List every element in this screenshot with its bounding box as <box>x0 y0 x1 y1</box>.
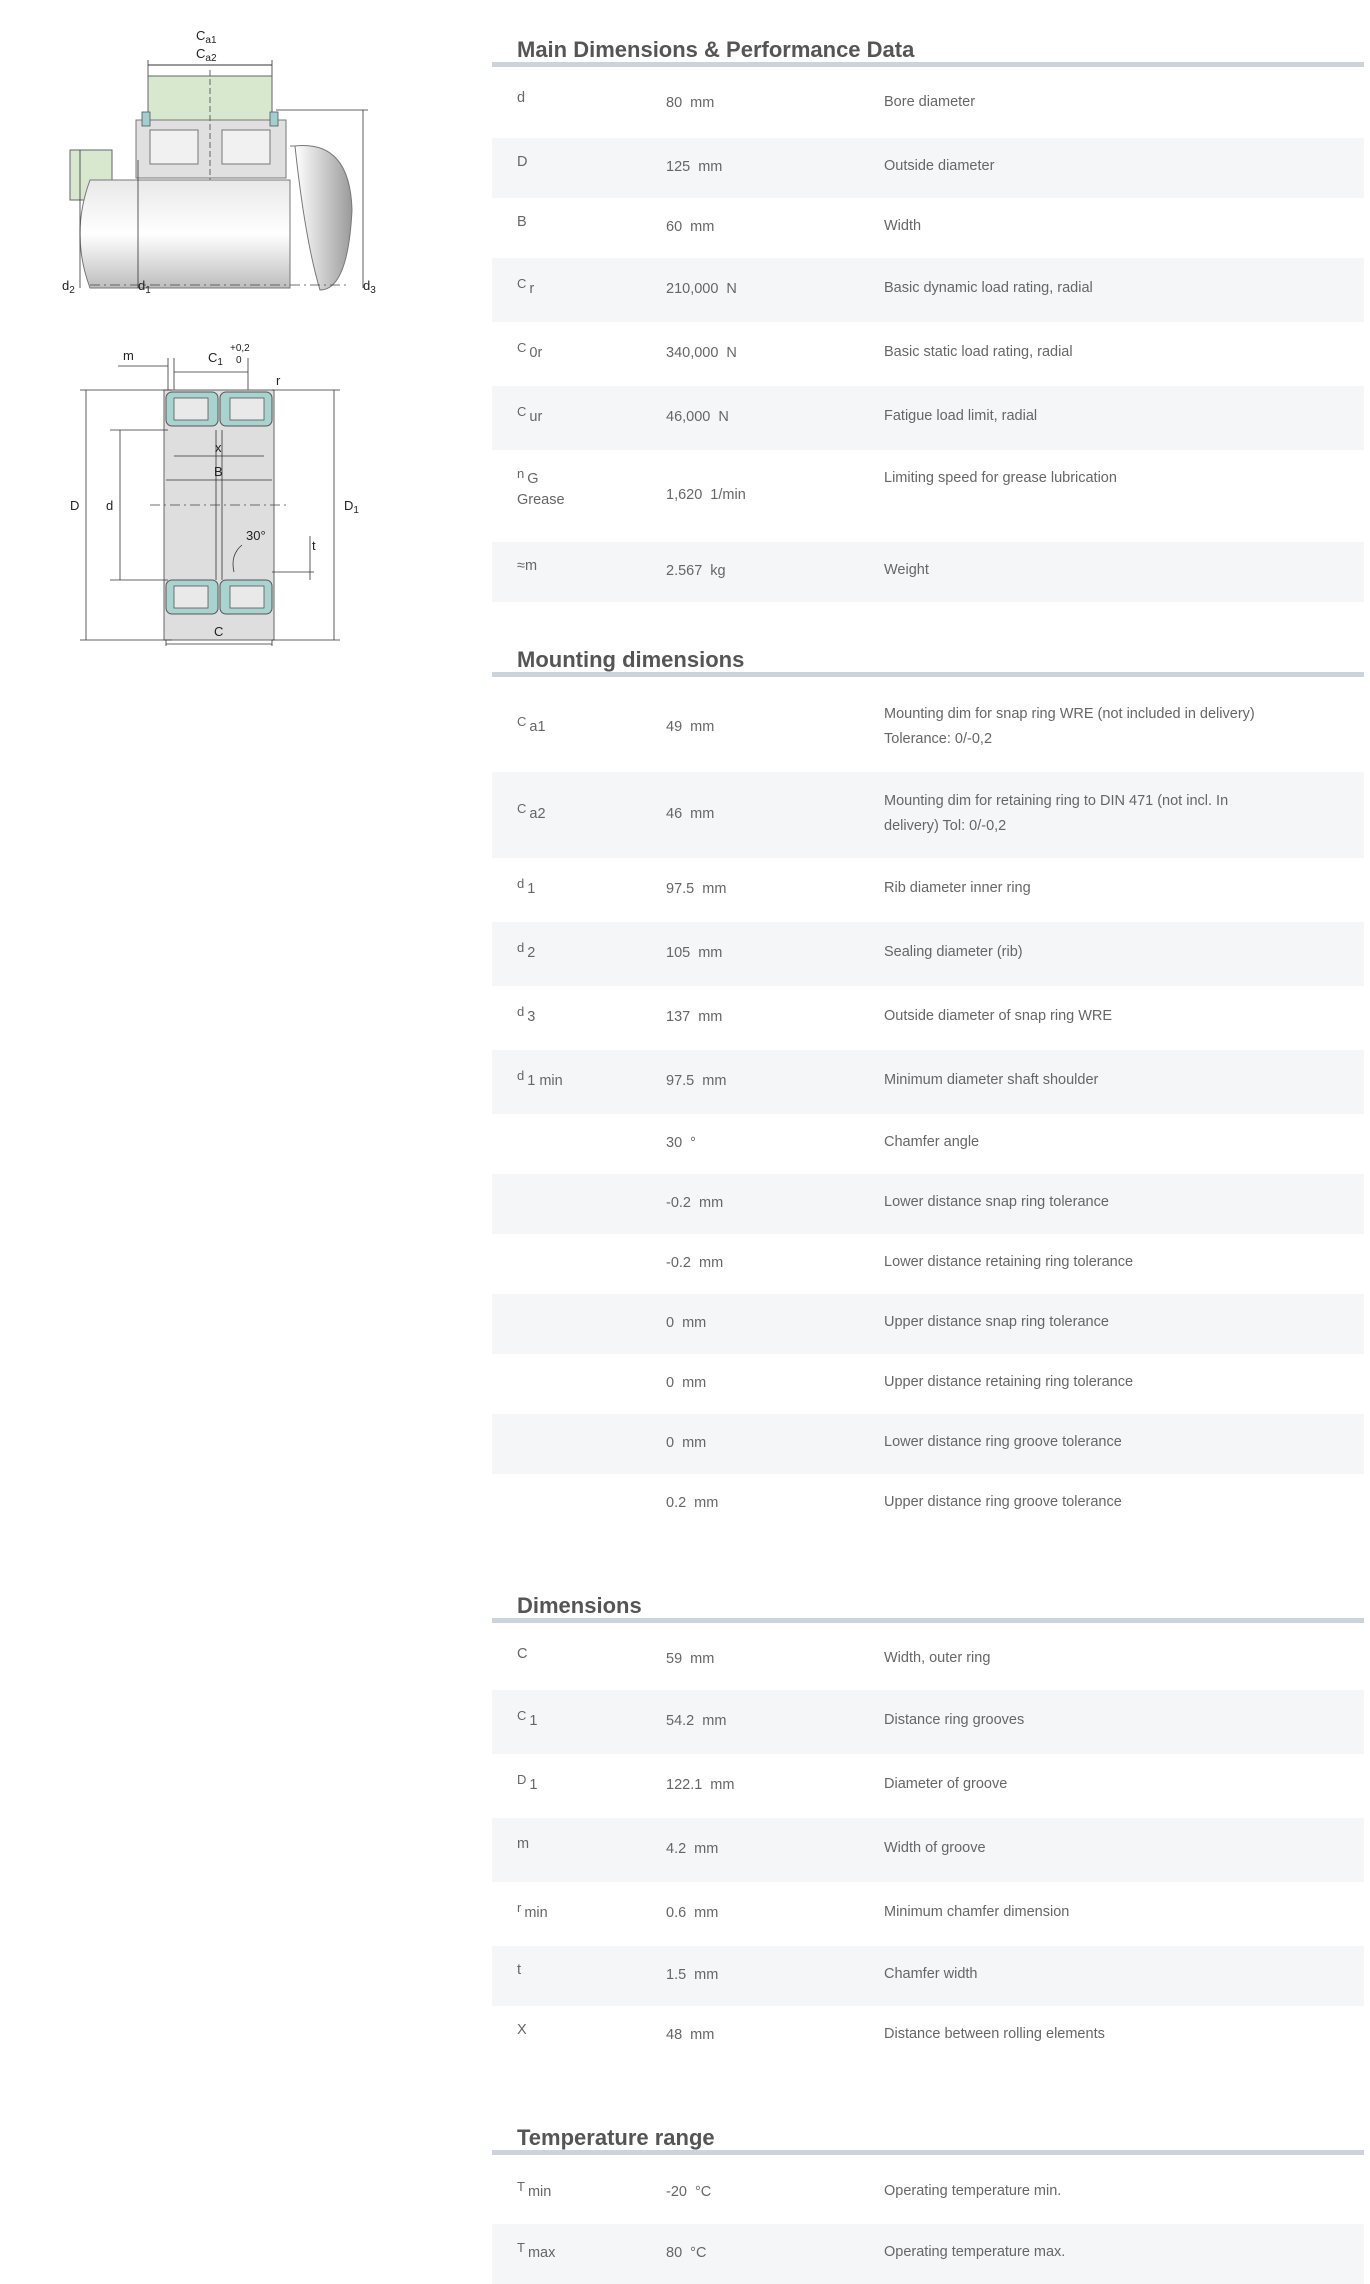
value-unit: N <box>726 345 737 361</box>
description-line: Operating temperature min. <box>884 2183 1062 2199</box>
description-line: Outside diameter of snap ring WRE <box>884 1008 1113 1024</box>
description-line: Lower distance ring groove tolerance <box>884 1434 1122 1450</box>
description-line: Basic static load rating, radial <box>884 344 1073 360</box>
value-number: 59 <box>666 1651 683 1667</box>
description-cell <box>884 1190 1314 1215</box>
description-line: Rib diameter inner ring <box>884 880 1031 896</box>
description-cell <box>884 1068 1314 1093</box>
table-row <box>492 1114 1364 1174</box>
description-cell <box>884 404 1314 429</box>
description-cell <box>884 2179 1314 2204</box>
symbol-text: C <box>517 404 527 419</box>
description-line: Distance between rolling elements <box>884 2026 1105 2042</box>
description-line: Mounting dim for snap ring WRE (not included in delivery) <box>884 706 1255 722</box>
description-line: Lower distance retaining ring tolerance <box>884 1254 1134 1270</box>
description-line: Upper distance retaining ring tolerance <box>884 1374 1134 1390</box>
description-line: Width, outer ring <box>884 1650 991 1666</box>
description-cell <box>884 2022 1314 2047</box>
cross-section-drawing <box>50 340 390 650</box>
value-cell <box>666 719 714 735</box>
value-cell <box>666 1073 726 1089</box>
symbol-cell <box>517 276 535 297</box>
symbol-cell <box>517 2240 556 2261</box>
symbol-text: C <box>517 276 527 291</box>
symbol-cell <box>517 876 536 897</box>
description-cell <box>884 702 1314 752</box>
description-cell <box>884 154 1314 179</box>
table-row <box>492 922 1364 986</box>
description-line: Distance ring grooves <box>884 1712 1025 1728</box>
table-row <box>492 858 1364 922</box>
symbol-text: C <box>517 801 527 816</box>
label-ca1: $C_{a1}$ <box>196 28 217 46</box>
value-unit: mm <box>690 219 715 235</box>
description-cell <box>884 340 1314 365</box>
value-cell <box>666 1967 718 1983</box>
value-unit: ° <box>690 1135 696 1151</box>
value-unit: mm <box>690 719 715 735</box>
description-cell <box>884 214 1314 239</box>
symbol-subscript: 1 <box>529 1777 538 1793</box>
value-cell <box>666 281 737 297</box>
value-cell <box>666 881 726 897</box>
description-line: Upper distance snap ring tolerance <box>884 1314 1109 1330</box>
value-cell <box>666 563 726 579</box>
symbol-subscript: G <box>527 471 539 487</box>
table-row <box>492 2224 1364 2284</box>
value-cell <box>666 945 722 961</box>
symbol-cell <box>517 2022 527 2038</box>
description-cell <box>884 90 1314 115</box>
table-row <box>492 74 1364 134</box>
value-cell <box>666 1841 718 1857</box>
value-number: 97.5 <box>666 881 695 897</box>
table-row <box>492 450 1364 542</box>
description-line: Minimum chamfer dimension <box>884 1904 1070 1920</box>
value-unit: mm <box>682 1375 707 1391</box>
table-row <box>492 322 1364 386</box>
description-cell <box>884 1130 1314 1155</box>
value-number: -0.2 <box>666 1255 691 1271</box>
description-cell <box>884 1430 1314 1455</box>
value-cell <box>666 95 714 111</box>
symbol-subscript: 1 <box>527 881 536 897</box>
table-row <box>492 1294 1364 1354</box>
description-line: Sealing diameter (rib) <box>884 944 1023 960</box>
description-cell <box>884 1310 1314 1335</box>
table-row <box>492 1050 1364 1114</box>
symbol-cell <box>517 1900 548 1921</box>
value-number: 54.2 <box>666 1713 695 1729</box>
description-line: Weight <box>884 562 929 578</box>
label-b: B <box>214 464 223 479</box>
value-unit: mm <box>682 1435 707 1451</box>
symbol-cell <box>517 558 537 574</box>
table-row <box>492 1818 1364 1882</box>
label-t: t <box>312 538 316 553</box>
section-3 <box>492 2120 1364 2155</box>
section-title: Mounting dimensions <box>492 642 1364 677</box>
value-number: 340,000 <box>666 345 719 361</box>
value-cell <box>666 1195 723 1211</box>
value-unit: mm <box>698 1009 723 1025</box>
symbol-cell <box>517 2179 552 2200</box>
symbol-text: n <box>517 466 525 481</box>
description-cell <box>884 558 1314 583</box>
symbol-cell <box>517 1708 538 1729</box>
value-unit: mm <box>694 1495 719 1511</box>
value-number: 80 <box>666 2245 683 2261</box>
label-d1: $d_1$ <box>138 278 151 296</box>
description-line: Width of groove <box>884 1840 986 1856</box>
value-number: 46,000 <box>666 409 711 425</box>
value-unit: kg <box>710 563 726 579</box>
value-cell <box>666 2184 711 2200</box>
symbol-text: ≈m <box>517 558 538 574</box>
value-number: 0 <box>666 1375 675 1391</box>
table-row <box>492 684 1364 772</box>
symbol-text: T <box>517 2240 525 2255</box>
symbol-subscript: a2 <box>529 806 546 822</box>
value-number: 210,000 <box>666 281 719 297</box>
value-unit: mm <box>699 1255 724 1271</box>
value-unit: mm <box>694 1967 719 1983</box>
label-tol-upper: +0,2 <box>230 343 250 354</box>
symbol-subscript: ur <box>529 409 543 425</box>
symbol-subscript: 3 <box>527 1009 536 1025</box>
symbol-text: C <box>517 340 527 355</box>
table-row <box>492 542 1364 602</box>
value-number: 49 <box>666 719 683 735</box>
value-number: 1,620 <box>666 487 703 503</box>
symbol-cell <box>517 1962 521 1978</box>
value-cell <box>666 1375 706 1391</box>
value-number: 0.6 <box>666 1905 687 1921</box>
symbol-cell <box>517 1068 563 1089</box>
value-number: 137 <box>666 1009 691 1025</box>
label-D: D <box>70 498 80 513</box>
label-c1: $C_1$ <box>208 350 223 368</box>
value-number: 0 <box>666 1315 675 1331</box>
symbol-text: t <box>517 1962 522 1978</box>
description-cell <box>884 1900 1314 1925</box>
symbol-cell <box>517 340 543 361</box>
value-number: 125 <box>666 159 691 175</box>
value-cell <box>666 1255 723 1271</box>
label-D1: $D_1$ <box>344 498 359 516</box>
symbol-subscript: min <box>527 2184 552 2200</box>
value-cell <box>666 806 714 822</box>
symbol-cell <box>517 90 525 106</box>
description-cell <box>884 1004 1314 1029</box>
section-2 <box>492 1588 1364 1623</box>
description-cell <box>884 1836 1314 1861</box>
value-cell <box>666 1435 706 1451</box>
description-line: Chamfer width <box>884 1966 978 1982</box>
value-cell <box>666 345 737 361</box>
description-line: Diameter of groove <box>884 1776 1008 1792</box>
value-cell <box>666 159 722 175</box>
description-cell <box>884 1962 1314 1987</box>
symbol-text: m <box>517 1836 530 1852</box>
value-unit: mm <box>698 159 723 175</box>
table-row <box>492 1630 1364 1690</box>
table-row <box>492 1946 1364 2006</box>
value-unit: N <box>726 281 737 297</box>
label-d: d <box>106 498 114 513</box>
description-cell <box>884 876 1314 901</box>
value-number: 1.5 <box>666 1967 687 1983</box>
table-row <box>492 2162 1364 2224</box>
value-cell <box>666 1713 726 1729</box>
value-number: 97.5 <box>666 1073 695 1089</box>
table-row <box>492 1474 1364 1534</box>
section-title: Temperature range <box>492 2120 1364 2155</box>
value-cell <box>666 409 729 425</box>
table-row <box>492 1174 1364 1234</box>
value-cell <box>666 1651 714 1667</box>
symbol-subscript: r <box>529 281 535 297</box>
symbol-text: r <box>517 1900 522 1915</box>
value-number: 46 <box>666 806 683 822</box>
description-line: Basic dynamic load rating, radial <box>884 280 1093 296</box>
label-tol-lower: 0 <box>236 355 242 366</box>
symbol-cell <box>517 404 543 425</box>
value-number: 48 <box>666 2027 683 2043</box>
description-line: Chamfer angle <box>884 1134 980 1150</box>
value-cell <box>666 487 746 503</box>
description-cell <box>884 1370 1314 1395</box>
symbol-cell <box>517 214 527 230</box>
table-row <box>492 138 1364 198</box>
symbol-text: d <box>517 1068 525 1083</box>
symbol-text: d <box>517 1004 525 1019</box>
description-cell <box>884 1646 1314 1671</box>
description-cell <box>884 1772 1314 1797</box>
label-C: C <box>214 624 224 639</box>
value-unit: mm <box>694 1841 719 1857</box>
table-row <box>492 1414 1364 1474</box>
symbol-text: d <box>517 940 525 955</box>
table-row <box>492 1754 1364 1818</box>
value-unit: mm <box>690 2027 715 2043</box>
symbol-text: D <box>517 1772 527 1787</box>
table-row <box>492 1882 1364 1946</box>
value-unit: N <box>718 409 729 425</box>
value-cell <box>666 2245 706 2261</box>
description-line: Fatigue load limit, radial <box>884 408 1038 424</box>
label-m: m <box>123 348 134 363</box>
value-number: 0.2 <box>666 1495 687 1511</box>
value-number: 80 <box>666 95 683 111</box>
description-cell <box>884 276 1314 301</box>
symbol-cell <box>517 801 546 822</box>
value-cell <box>666 1135 696 1151</box>
symbol-cell <box>517 1836 529 1852</box>
value-unit: mm <box>699 1195 724 1211</box>
symbol-cell <box>517 940 536 961</box>
symbol-text: T <box>517 2179 525 2194</box>
section-title: Main Dimensions & Performance Data <box>492 32 1364 67</box>
symbol-text-secondary: Grease <box>517 492 565 508</box>
table-row <box>492 1690 1364 1754</box>
value-unit: mm <box>694 1905 719 1921</box>
symbol-subscript: a1 <box>529 719 546 735</box>
value-unit: 1/min <box>710 487 746 503</box>
description-line: Operating temperature max. <box>884 2244 1066 2260</box>
description-line: Minimum diameter shaft shoulder <box>884 1072 1099 1088</box>
value-number: -0.2 <box>666 1195 691 1211</box>
value-unit: °C <box>694 2184 712 2200</box>
symbol-text: B <box>517 214 527 230</box>
value-cell <box>666 1777 734 1793</box>
symbol-cell <box>517 154 527 170</box>
description-line: Upper distance ring groove tolerance <box>884 1494 1122 1510</box>
section-1 <box>492 642 1364 677</box>
value-cell <box>666 2027 714 2043</box>
symbol-subscript: max <box>527 2245 556 2261</box>
description-line: Outside diameter <box>884 158 995 174</box>
description-line: Mounting dim for retaining ring to DIN 471 (not incl. In <box>884 793 1229 809</box>
value-number: 2.567 <box>666 563 703 579</box>
table-row <box>492 2006 1364 2066</box>
value-unit: mm <box>690 95 715 111</box>
value-unit: mm <box>690 1651 715 1667</box>
description-cell <box>884 1490 1314 1515</box>
value-number: 4.2 <box>666 1841 687 1857</box>
symbol-text: d <box>517 876 525 891</box>
value-cell <box>666 1315 706 1331</box>
value-number: 105 <box>666 945 691 961</box>
description-cell <box>884 1708 1314 1733</box>
value-cell <box>666 1905 718 1921</box>
symbol-text: X <box>517 2022 527 2038</box>
label-ca2: $C_{a2}$ <box>196 46 217 64</box>
symbol-cell <box>517 1004 536 1025</box>
value-cell <box>666 219 714 235</box>
value-unit: mm <box>698 945 723 961</box>
symbol-subscript: 0r <box>529 345 543 361</box>
description-cell <box>884 1250 1314 1275</box>
table-row <box>492 1354 1364 1414</box>
label-d2: $d_2$ <box>62 278 75 296</box>
table-row <box>492 258 1364 322</box>
mounting-drawing <box>50 20 400 310</box>
description-line: delivery) Tol: 0/-0,2 <box>884 818 1007 834</box>
value-number: 60 <box>666 219 683 235</box>
symbol-text: C <box>517 1708 527 1723</box>
value-unit: mm <box>702 1073 727 1089</box>
table-row <box>492 986 1364 1050</box>
symbol-text: C <box>517 1646 528 1662</box>
symbol-text: d <box>517 90 526 106</box>
value-number: 0 <box>666 1435 675 1451</box>
value-number: 30 <box>666 1135 683 1151</box>
table-row <box>492 1234 1364 1294</box>
description-cell <box>884 789 1314 839</box>
table-row <box>492 198 1364 258</box>
value-number: -20 <box>666 2184 687 2200</box>
description-line: Limiting speed for grease lubrication <box>884 470 1117 486</box>
value-cell <box>666 1009 722 1025</box>
symbol-cell <box>517 1772 538 1793</box>
section-0 <box>492 32 1364 67</box>
description-cell <box>884 2240 1314 2265</box>
value-unit: mm <box>702 881 727 897</box>
description-line: Tolerance: 0/-0,2 <box>884 731 993 747</box>
table-row <box>492 386 1364 450</box>
label-r: r <box>276 373 281 388</box>
value-cell <box>666 1495 718 1511</box>
description-line: Lower distance snap ring tolerance <box>884 1194 1109 1210</box>
value-unit: mm <box>702 1713 727 1729</box>
symbol-subscript: 1 <box>529 1713 538 1729</box>
symbol-text: D <box>517 154 528 170</box>
label-angle: 30° <box>246 528 266 543</box>
symbol-cell <box>517 466 565 508</box>
label-d3: $d_3$ <box>363 278 376 296</box>
symbol-text: C <box>517 714 527 729</box>
symbol-cell <box>517 1646 527 1662</box>
description-line: Width <box>884 218 922 234</box>
table-row <box>492 772 1364 858</box>
description-line: Bore diameter <box>884 94 976 110</box>
symbol-subscript: 2 <box>527 945 536 961</box>
description-cell <box>884 466 1314 491</box>
symbol-cell <box>517 714 546 735</box>
label-x: x <box>215 440 222 455</box>
value-number: 122.1 <box>666 1777 703 1793</box>
value-unit: mm <box>682 1315 707 1331</box>
value-unit: °C <box>690 2245 707 2261</box>
description-cell <box>884 940 1314 965</box>
value-unit: mm <box>690 806 715 822</box>
value-unit: mm <box>710 1777 735 1793</box>
symbol-subscript: min <box>524 1905 548 1921</box>
symbol-subscript: 1 min <box>527 1073 563 1089</box>
section-title: Dimensions <box>492 1588 1364 1623</box>
